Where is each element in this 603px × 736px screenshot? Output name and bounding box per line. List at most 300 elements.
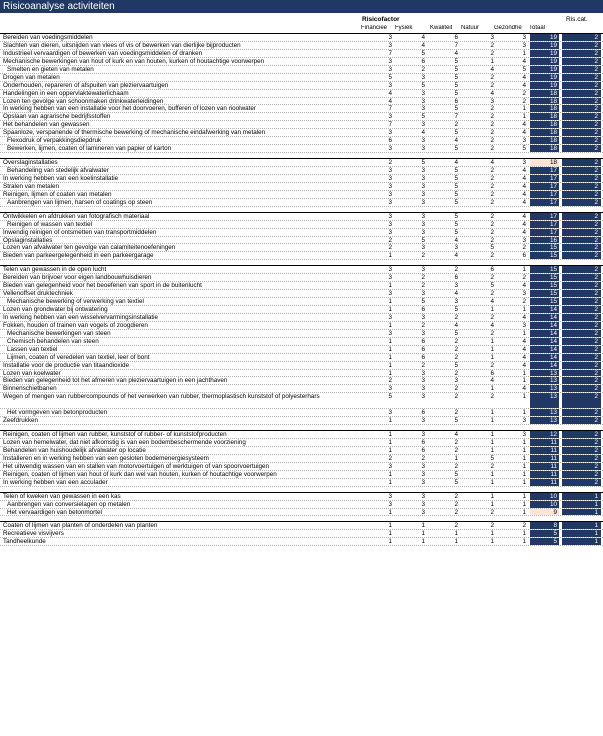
score-natuur: 4 <box>490 89 494 97</box>
score-fysiek: 3 <box>421 212 425 220</box>
score-gezondheid: 4 <box>522 353 526 361</box>
total-score: 19 <box>530 34 559 41</box>
score-natuur: 1 <box>490 385 494 393</box>
score-financieel: 3 <box>388 500 392 508</box>
score-natuur: 1 <box>490 530 494 538</box>
activity-label: Reinigen, lijmen of coaten van metalen <box>3 190 112 198</box>
activity-label: Overslaginstallaties <box>3 159 58 167</box>
score-natuur: 2 <box>490 121 494 129</box>
score-kwaliteit: 6 <box>454 97 458 105</box>
score-financieel: 3 <box>388 145 392 153</box>
score-fysiek: 3 <box>421 478 425 486</box>
activity-label: Bieden van gelegenheid voor het beoefenen van sport in de buitenlucht <box>3 282 202 290</box>
score-kwaliteit: 2 <box>454 369 458 377</box>
activity-label: Wegen of mengen van rubbercompounds of het verwerken van rubber, thermoplastisch kunststof of polyesterhars <box>3 393 320 401</box>
row-group <box>0 521 603 546</box>
total-score: 18 <box>530 137 559 144</box>
score-kwaliteit: 2 <box>454 353 458 361</box>
activity-label: Reinigen, coaten of lijmen van hout of kurk dan wel van houten, kurken of houtachtige voorwerpen <box>3 470 277 478</box>
table-row <box>0 42 603 50</box>
score-kwaliteit: 4 <box>454 321 458 329</box>
score-financieel: 1 <box>388 345 392 353</box>
activity-label: Handelingen in een oppervlaktewaterlichaam <box>3 89 129 97</box>
activity-label: Vellenoffset druktechniek <box>3 290 73 298</box>
score-natuur: 2 <box>490 167 494 174</box>
score-financieel: 3 <box>388 266 392 274</box>
score-gezondheid: 3 <box>522 137 526 145</box>
table-row <box>0 237 603 245</box>
score-gezondheid: 1 <box>522 470 526 478</box>
table-row <box>0 298 603 306</box>
activity-label: Smelten en gieten van metalen <box>7 65 94 73</box>
table-row <box>0 74 603 82</box>
score-fysiek: 3 <box>421 431 425 439</box>
score-gezondheid: 3 <box>522 290 526 298</box>
table-row <box>0 471 603 479</box>
score-kwaliteit: 5 <box>454 190 458 198</box>
total-score: 14 <box>530 306 559 313</box>
activity-label: Spaanloze, verspanende of thermische bewerking of mechanische eindafwerking van metalen <box>3 129 266 137</box>
table-row <box>0 306 603 314</box>
total-score: 17 <box>530 191 559 198</box>
risk-category: 2 <box>562 183 601 190</box>
score-gezondheid: 1 <box>522 538 526 546</box>
score-financieel: 3 <box>388 409 392 417</box>
score-natuur: 2 <box>490 113 494 121</box>
score-kwaliteit: 5 <box>454 57 458 65</box>
score-kwaliteit: 7 <box>454 41 458 49</box>
score-kwaliteit: 1 <box>454 454 458 462</box>
score-natuur: 3 <box>490 34 494 41</box>
score-fysiek: 6 <box>421 57 425 65</box>
score-financieel: 3 <box>388 329 392 337</box>
risk-category: 2 <box>562 229 601 236</box>
table-row <box>0 290 603 298</box>
total-score: 11 <box>530 471 559 478</box>
riscat-header: Ris.cat. <box>566 16 588 23</box>
table-row <box>0 479 603 487</box>
table-row <box>0 252 603 260</box>
total-score: 18 <box>530 113 559 120</box>
table-body <box>0 33 603 546</box>
column-header-gezondheid: Gezondhe <box>494 25 522 31</box>
score-gezondheid: 4 <box>522 220 526 228</box>
score-financieel: 1 <box>388 431 392 439</box>
table-row <box>0 34 603 42</box>
total-score: 14 <box>530 330 559 337</box>
risk-category: 2 <box>562 58 601 65</box>
table-row <box>0 175 603 183</box>
score-financieel: 3 <box>388 228 392 236</box>
score-fysiek: 2 <box>421 454 425 462</box>
score-kwaliteit: 5 <box>454 182 458 190</box>
risk-category: 2 <box>562 346 601 353</box>
score-gezondheid: 2 <box>522 97 526 105</box>
score-financieel: 1 <box>388 337 392 345</box>
score-kwaliteit: 2 <box>454 345 458 353</box>
score-kwaliteit: 4 <box>454 49 458 57</box>
risk-category: 2 <box>562 74 601 81</box>
column-header-fysiek: Fysiek <box>395 25 413 31</box>
score-kwaliteit: 6 <box>454 34 458 41</box>
risk-category: 2 <box>562 274 601 281</box>
table-row <box>0 509 603 517</box>
risk-category: 2 <box>562 66 601 73</box>
score-fysiek: 6 <box>421 446 425 454</box>
score-financieel: 1 <box>388 508 392 516</box>
activity-label: Reinigen of wassen van textiel <box>7 220 93 228</box>
total-score: 17 <box>530 221 559 228</box>
total-score: 19 <box>530 82 559 89</box>
score-fysiek: 5 <box>421 81 425 89</box>
table-row <box>0 183 603 191</box>
table-row <box>0 98 603 106</box>
score-natuur: 1 <box>490 409 494 417</box>
score-natuur: 2 <box>490 145 494 153</box>
total-score: 14 <box>530 362 559 369</box>
score-fysiek: 1 <box>421 538 425 546</box>
score-natuur: 5 <box>490 244 494 252</box>
table-row <box>0 167 603 175</box>
risk-category: 2 <box>562 42 601 49</box>
table-row <box>0 314 603 322</box>
table-row <box>0 346 603 354</box>
total-score: 17 <box>530 213 559 220</box>
table-row <box>0 66 603 74</box>
score-gezondheid: 1 <box>522 462 526 470</box>
score-financieel: 3 <box>388 290 392 298</box>
total-score: 18 <box>530 145 559 152</box>
score-natuur: 2 <box>490 290 494 298</box>
score-natuur: 2 <box>490 198 494 206</box>
risk-category: 2 <box>562 306 601 313</box>
score-natuur: 1 <box>490 492 494 500</box>
score-financieel: 1 <box>388 538 392 546</box>
total-score: 19 <box>530 50 559 57</box>
total-score: 8 <box>530 522 559 529</box>
score-financieel: 1 <box>388 522 392 530</box>
total-score: 13 <box>530 370 559 377</box>
activity-label: Bieden van parkeergelegenheid in een parkeergarage <box>3 252 154 260</box>
score-fysiek: 2 <box>421 361 425 369</box>
score-gezondheid: 1 <box>522 306 526 313</box>
score-gezondheid: 3 <box>522 236 526 244</box>
score-gezondheid: 1 <box>522 500 526 508</box>
score-natuur: 2 <box>490 73 494 81</box>
score-gezondheid: 2 <box>522 89 526 97</box>
score-kwaliteit: 2 <box>454 439 458 447</box>
risk-category: 2 <box>562 439 601 446</box>
score-fysiek: 3 <box>421 105 425 113</box>
total-score: 15 <box>530 266 559 273</box>
activity-label: Opslaan van agrarische bedrijfsstoffen <box>3 113 111 121</box>
total-score: 15 <box>530 290 559 297</box>
risk-category: 2 <box>562 479 601 486</box>
table-row <box>0 159 603 167</box>
score-kwaliteit: 5 <box>454 174 458 182</box>
score-kwaliteit: 5 <box>454 65 458 73</box>
score-gezondheid: 4 <box>522 198 526 206</box>
score-fysiek: 6 <box>421 439 425 447</box>
risk-category: 2 <box>562 252 601 259</box>
score-financieel: 2 <box>388 454 392 462</box>
score-kwaliteit: 3 <box>454 377 458 385</box>
table-row <box>0 105 603 113</box>
score-fysiek: 5 <box>421 49 425 57</box>
score-gezondheid: 1 <box>522 439 526 447</box>
score-kwaliteit: 5 <box>454 73 458 81</box>
score-gezondheid: 1 <box>522 409 526 417</box>
score-fysiek: 3 <box>421 385 425 393</box>
score-natuur: 6 <box>490 266 494 274</box>
score-financieel: 1 <box>388 530 392 538</box>
score-natuur: 2 <box>490 236 494 244</box>
table-row <box>0 90 603 98</box>
total-score: 11 <box>530 447 559 454</box>
row-group <box>0 265 603 425</box>
activity-label: Het behandelen van gewassen <box>3 121 90 129</box>
score-gezondheid: 3 <box>522 41 526 49</box>
score-fysiek: 2 <box>421 252 425 260</box>
score-gezondheid: 3 <box>522 431 526 439</box>
risk-category: 2 <box>562 191 601 198</box>
total-score: 14 <box>530 338 559 345</box>
score-gezondheid: 1 <box>522 393 526 401</box>
table-row <box>0 191 603 199</box>
score-fysiek: 3 <box>421 417 425 425</box>
risk-category: 2 <box>562 385 601 392</box>
score-natuur: 2 <box>490 522 494 530</box>
risk-category: 2 <box>562 121 601 128</box>
score-gezondheid: 1 <box>522 369 526 377</box>
score-financieel: 5 <box>388 73 392 81</box>
score-fysiek: 3 <box>421 462 425 470</box>
table-row <box>0 266 603 274</box>
activity-label: Aanbrengen van conversielagen op metalen <box>7 500 131 508</box>
total-score: 19 <box>530 42 559 49</box>
table-row <box>0 82 603 90</box>
score-fysiek: 6 <box>421 353 425 361</box>
score-kwaliteit: 2 <box>454 313 458 321</box>
activity-label: Slachten van dieren, uitsnijden van vlees of vis of bewerken van dierlijke bijproducten <box>3 41 241 49</box>
total-score: 18 <box>530 98 559 105</box>
score-kwaliteit: 2 <box>454 522 458 530</box>
score-fysiek: 3 <box>421 121 425 129</box>
table-row <box>0 377 603 385</box>
score-financieel: 7 <box>388 121 392 129</box>
score-kwaliteit: 5 <box>454 228 458 236</box>
risk-category: 2 <box>562 471 601 478</box>
activity-label: Onderhouden, repareren of afspuiten van pleziervaartuigen <box>3 81 169 89</box>
total-score: 12 <box>530 431 559 438</box>
score-natuur: 2 <box>490 105 494 113</box>
score-fysiek: 4 <box>421 129 425 137</box>
score-gezondheid: 1 <box>522 266 526 274</box>
table-row <box>0 538 603 546</box>
score-fysiek: 3 <box>421 174 425 182</box>
score-kwaliteit: 4 <box>454 137 458 145</box>
score-kwaliteit: 5 <box>454 417 458 425</box>
score-financieel: 1 <box>388 439 392 447</box>
risk-category: 2 <box>562 98 601 105</box>
score-gezondheid: 1 <box>522 508 526 516</box>
score-gezondheid: 5 <box>522 65 526 73</box>
table-row <box>0 121 603 129</box>
score-gezondheid: 3 <box>522 159 526 167</box>
activity-label: Lassen van textiel <box>7 345 58 353</box>
column-header-kwaliteit: Kwaliteit <box>430 25 453 31</box>
risk-category: 2 <box>562 159 601 166</box>
activity-label: In werking hebben van een installatie voor het doorvoeren, bufferen of lozen van rioolwater <box>3 105 256 113</box>
activity-label: Bereiden van voedingsmiddelen <box>3 34 93 41</box>
activity-label: Drogen van metalen <box>3 73 60 81</box>
score-gezondheid: 4 <box>522 345 526 353</box>
score-kwaliteit: 5 <box>454 129 458 137</box>
table-row <box>0 50 603 58</box>
total-score: 10 <box>530 501 559 508</box>
table-row <box>0 393 603 409</box>
score-fysiek: 3 <box>421 89 425 97</box>
score-financieel: 3 <box>388 34 392 41</box>
score-financieel: 1 <box>388 369 392 377</box>
table-row <box>0 137 603 145</box>
score-fysiek: 6 <box>421 306 425 313</box>
activity-label: In werking hebben van een koelinstallatie <box>3 174 119 182</box>
score-fysiek: 3 <box>421 369 425 377</box>
score-natuur: 2 <box>490 41 494 49</box>
table-row <box>0 221 603 229</box>
score-fysiek: 3 <box>421 329 425 337</box>
score-gezondheid: 1 <box>522 492 526 500</box>
total-score: 9 <box>530 509 559 516</box>
score-gezondheid: 4 <box>522 337 526 345</box>
score-financieel: 1 <box>388 446 392 454</box>
score-financieel: 1 <box>388 417 392 425</box>
score-financieel: 3 <box>388 198 392 206</box>
activity-label: Zeefdrukken <box>3 417 39 425</box>
score-kwaliteit: 5 <box>454 220 458 228</box>
risk-category: 2 <box>562 447 601 454</box>
score-fysiek: 4 <box>421 34 425 41</box>
score-natuur: 1 <box>490 538 494 546</box>
score-kwaliteit: 2 <box>454 337 458 345</box>
risk-category: 2 <box>562 129 601 136</box>
score-gezondheid: 4 <box>522 167 526 174</box>
row-group <box>0 158 603 207</box>
score-financieel: 4 <box>388 89 392 97</box>
activity-label: Mechanische bewerkingen van steen <box>7 329 111 337</box>
score-natuur: 1 <box>490 306 494 313</box>
score-financieel: 3 <box>388 167 392 174</box>
activity-label: Lozen van koelwater <box>3 369 61 377</box>
table-row <box>0 274 603 282</box>
risk-category: 2 <box>562 82 601 89</box>
score-fysiek: 3 <box>421 470 425 478</box>
risk-category: 2 <box>562 237 601 244</box>
score-financieel: 3 <box>388 274 392 282</box>
score-kwaliteit: 3 <box>454 244 458 252</box>
activity-label: Lozen ten gevolge van schoonmaken drinkwaterleidingen <box>3 97 164 105</box>
activity-label: Chemisch behandelen van steen <box>7 337 99 345</box>
score-gezondheid: 4 <box>522 228 526 236</box>
total-score: 11 <box>530 439 559 446</box>
score-financieel: 3 <box>388 57 392 65</box>
activity-label: Industrieel vervaardigen of bewerken van voedingsmiddelen of dranken <box>3 49 203 57</box>
score-fysiek: 3 <box>421 377 425 385</box>
score-kwaliteit: 5 <box>454 198 458 206</box>
risk-category: 2 <box>562 455 601 462</box>
activity-label: Inwendig reinigen of ontsmetten van transportmiddelen <box>3 228 157 236</box>
risk-category: 2 <box>562 105 601 112</box>
total-score: 14 <box>530 322 559 329</box>
score-financieel: 2 <box>388 159 392 167</box>
activity-label: Fokken, houden of trainen van vogels of zoogdieren <box>3 321 148 329</box>
score-gezondheid: 1 <box>522 454 526 462</box>
score-kwaliteit: 2 <box>454 266 458 274</box>
score-natuur: 2 <box>490 252 494 260</box>
table-row <box>0 501 603 509</box>
activity-label: Opslaginstallaties <box>3 236 53 244</box>
score-financieel: 1 <box>388 321 392 329</box>
risk-category: 2 <box>562 298 601 305</box>
score-natuur: 2 <box>490 313 494 321</box>
risk-category: 2 <box>562 113 601 120</box>
activity-label: Stralen van metalen <box>3 182 60 190</box>
score-fysiek: 3 <box>421 244 425 252</box>
score-kwaliteit: 6 <box>454 274 458 282</box>
score-kwaliteit: 5 <box>454 145 458 153</box>
score-kwaliteit: 2 <box>454 393 458 401</box>
risk-category: 1 <box>562 501 601 508</box>
score-natuur: 2 <box>490 182 494 190</box>
score-gezondheid: 4 <box>522 385 526 393</box>
activity-label: Recreatieve visvijvers <box>3 530 64 538</box>
table-row <box>0 354 603 362</box>
score-natuur: 1 <box>490 500 494 508</box>
risk-category: 1 <box>562 530 601 537</box>
column-header-natuur: Natuur <box>461 25 480 31</box>
score-financieel: 1 <box>388 361 392 369</box>
activity-label: In werking hebben van een acculader <box>3 478 108 486</box>
risk-category: 1 <box>562 509 601 516</box>
total-score: 5 <box>530 530 559 537</box>
risk-category: 2 <box>562 282 601 289</box>
score-fysiek: 3 <box>421 145 425 153</box>
risk-category: 2 <box>562 322 601 329</box>
table-row <box>0 213 603 221</box>
score-kwaliteit: 1 <box>454 530 458 538</box>
risk-category: 2 <box>562 370 601 377</box>
score-kwaliteit: 5 <box>454 329 458 337</box>
score-gezondheid: 2 <box>522 522 526 530</box>
total-score: 19 <box>530 66 559 73</box>
total-score: 13 <box>530 393 559 408</box>
score-fysiek: 3 <box>421 137 425 145</box>
score-fysiek: 5 <box>421 298 425 306</box>
table-row <box>0 58 603 66</box>
total-score: 11 <box>530 463 559 470</box>
total-score: 17 <box>530 199 559 206</box>
table-row <box>0 322 603 330</box>
score-fysiek: 3 <box>421 182 425 190</box>
score-natuur: 2 <box>490 228 494 236</box>
activity-label: Tandheelkunde <box>3 538 46 546</box>
score-natuur: 1 <box>490 478 494 486</box>
row-group <box>0 492 603 517</box>
column-header-financieel: Financiee <box>361 25 388 31</box>
total-score: 14 <box>530 354 559 361</box>
total-score: 18 <box>530 105 559 112</box>
